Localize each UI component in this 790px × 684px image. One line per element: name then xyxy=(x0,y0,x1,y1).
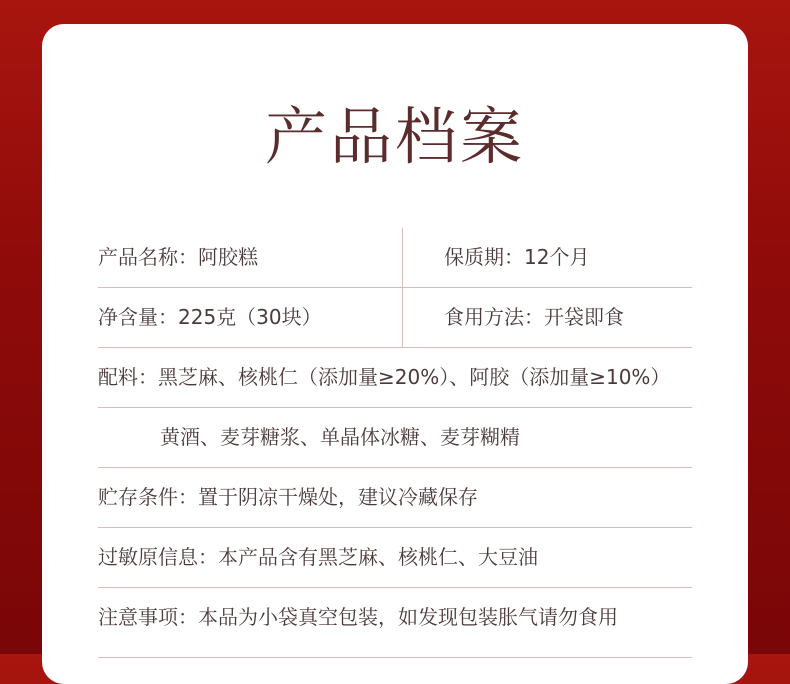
info-row-name-shelf-life xyxy=(98,228,692,288)
column-divider xyxy=(402,288,403,347)
usage-method-text: 食用方法：开袋即食 xyxy=(444,305,624,329)
allergen-info-text: 过敏原信息：本产品含有黑芝麻、核桃仁、大豆油 xyxy=(98,545,538,569)
info-row-allergens xyxy=(98,528,692,588)
ingredients-continued-text: 黄酒、麦芽糖浆、单晶体冰糖、麦芽糊精 xyxy=(160,425,520,449)
notes-text: 注意事项：本品为小袋真空包装，如发现包装胀气请勿食用 xyxy=(98,605,618,629)
shelf-life-text: 保质期：12个月 xyxy=(444,245,590,269)
ingredients-text: 配料：黑芝麻、核桃仁（添加量≥20%）、阿胶（添加量≥10%） xyxy=(98,365,671,389)
info-row-weight-usage xyxy=(98,288,692,348)
column-divider xyxy=(402,228,403,287)
info-row-notes xyxy=(98,588,692,658)
storage-conditions-text: 贮存条件：置于阴凉干燥处，建议冷藏保存 xyxy=(98,485,478,509)
product-info-card xyxy=(42,24,748,684)
info-row-ingredients-continued xyxy=(98,408,692,468)
info-row-storage xyxy=(98,468,692,528)
page-title: 产品档案 xyxy=(264,100,525,173)
product-name-text: 产品名称：阿胶糕 xyxy=(98,245,258,269)
net-weight-text: 净含量：225克（30块） xyxy=(98,305,322,329)
info-row-ingredients xyxy=(98,348,692,408)
